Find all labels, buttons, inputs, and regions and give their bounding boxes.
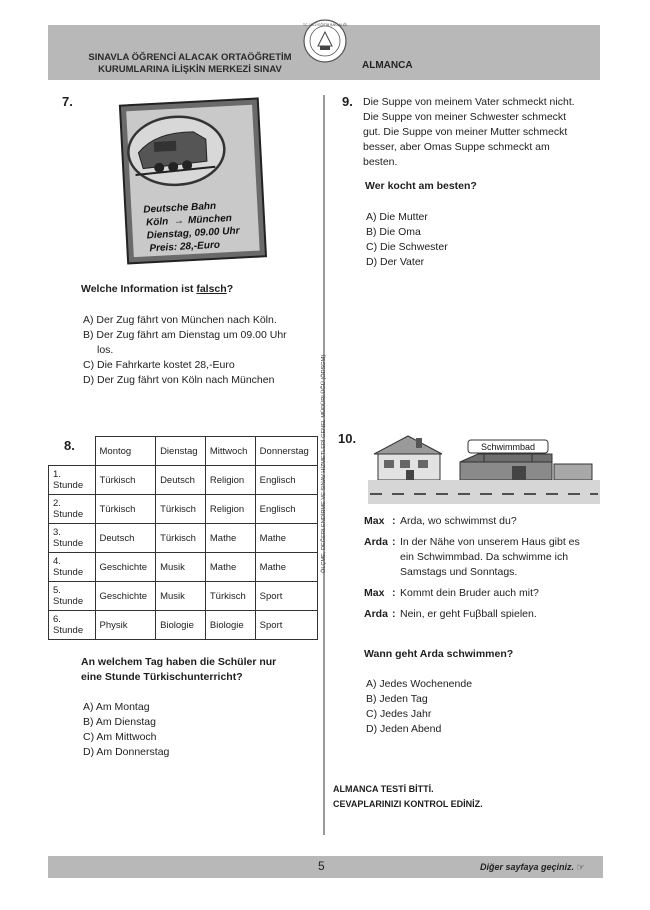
vertical-note — [318, 305, 328, 575]
table-row — [49, 553, 318, 582]
lesson-label: Stunde — [53, 538, 84, 549]
next-page-text: Diğer sayfaya geçiniz. — [480, 862, 575, 872]
lesson-label: Stunde — [53, 625, 84, 636]
q8-question — [81, 655, 276, 685]
q8-cell: Biologie — [205, 611, 255, 640]
q8-header-cell: Donnerstag — [255, 437, 317, 466]
end-note-line-2: CEVAPLARINIZI KONTROL EDİNİZ. — [333, 799, 483, 809]
dialog-line-arda-2 — [364, 607, 604, 622]
q7-option-d[interactable]: D) Der Zug fährt von Köln nach München — [83, 374, 275, 386]
q8-cell: Geschichte — [95, 553, 156, 582]
q8-cell: Türkisch — [95, 495, 156, 524]
q8-cell: Englisch — [255, 466, 317, 495]
vertical-note-text: ÖLÇME, DEĞERLENDİRME VE SINAV HİZMETLERİ GENEL MÜDÜRLÜĞÜ (ÖDSGM) — [321, 354, 327, 573]
lesson-label: Stunde — [53, 596, 84, 607]
dialog-line-max-1 — [364, 514, 604, 529]
ticket-arrow: → — [173, 215, 185, 227]
end-note — [333, 782, 483, 812]
q8-header-cell: Mittwoch — [205, 437, 255, 466]
q10-option-b[interactable]: B) Jeden Tag — [366, 693, 428, 705]
q8-cell: Türkisch — [205, 582, 255, 611]
q8-options — [83, 700, 169, 760]
speaker-name: Arda — [364, 608, 388, 620]
end-note-line-1: ALMANCA TESTİ BİTTİ. — [333, 784, 434, 794]
header-subject: ALMANCA — [362, 60, 413, 71]
q10-house-and-pool-image — [368, 432, 600, 504]
q7-option-a[interactable]: A) Der Zug fährt von München nach Köln. — [83, 314, 277, 326]
q8-cell: Religion — [205, 495, 255, 524]
dialog-text-line: ein Schwimmbad. Da schwimme ich — [400, 551, 569, 563]
dialog-text — [400, 535, 580, 580]
lesson-label: Stunde — [53, 567, 84, 578]
q9-option-b[interactable]: B) Die Oma — [366, 226, 421, 238]
q9-number: 9. — [342, 94, 353, 109]
header-exam-title — [80, 52, 300, 76]
lesson-number: 3. — [53, 527, 61, 538]
lesson-number: 2. — [53, 498, 61, 509]
lesson-number: 5. — [53, 585, 61, 596]
pool-sign-text: Schwimmbad — [480, 442, 536, 452]
q8-cell: Mathe — [255, 553, 317, 582]
q9-text — [363, 95, 603, 170]
q10-option-a[interactable]: A) Jedes Wochenende — [366, 678, 473, 690]
q9-options — [366, 210, 448, 270]
q8-cell: Sport — [255, 582, 317, 611]
q8-option-c[interactable]: C) Am Mittwoch — [83, 731, 157, 743]
q7-option-b[interactable]: B) Der Zug fährt am Dienstag um 09.00 Uhr — [83, 329, 287, 341]
q9-text-line: Die Suppe von meinem Vater schmeckt nicht. — [363, 96, 575, 108]
dialog-text: Kommt dein Bruder auch mit? — [400, 587, 539, 599]
q8-cell: Musik — [156, 582, 206, 611]
q7-option-c[interactable]: C) Die Fahrkarte kostet 28,-Euro — [83, 359, 235, 371]
table-row — [49, 611, 318, 640]
q8-option-b[interactable]: B) Am Dienstag — [83, 716, 156, 728]
header-line-1: SINAVLA ÖĞRENCİ ALACAK ORTAÖĞRETİM — [88, 52, 292, 63]
table-row — [49, 582, 318, 611]
q8-option-d[interactable]: D) Am Donnerstag — [83, 746, 170, 758]
q7-question-pre: Welche Information ist — [81, 283, 197, 295]
q8-cell: Religion — [205, 466, 255, 495]
q7-option-b-cont: los. — [97, 344, 114, 356]
ministry-emblem-icon — [302, 18, 348, 64]
q8-question-line-1: An welchem Tag haben die Schüler nur — [81, 656, 277, 668]
emblem-text: T.C. MİLLÎ EĞİTİM BAKANLIĞI — [302, 23, 348, 27]
ticket-price: Preis: 28,-Euro — [149, 239, 221, 255]
page-number: 5 — [318, 859, 325, 873]
dialog-text-line: In der Nähe von unserem Haus gibt es — [400, 536, 580, 548]
pointing-hand-icon: ☞ — [576, 862, 585, 872]
q8-cell: Musik — [156, 553, 206, 582]
dialog-text: Arda, wo schwimmst du? — [400, 515, 517, 527]
q8-cell: Mathe — [205, 524, 255, 553]
q10-question: Wann geht Arda schwimmen? — [364, 648, 514, 660]
table-row — [49, 495, 318, 524]
q8-cell: Türkisch — [156, 495, 206, 524]
q10-option-c[interactable]: C) Jedes Jahr — [366, 708, 432, 720]
q7-train-ticket-image — [112, 96, 272, 268]
q8-cell: Geschichte — [95, 582, 156, 611]
q8-cell: Sport — [255, 611, 317, 640]
lesson-label: Stunde — [53, 480, 84, 491]
dialog-text: Nein, er geht Fuβball spielen. — [400, 608, 537, 620]
q7-question-underlined: falsch — [196, 283, 227, 295]
speaker-sep: : — [392, 536, 396, 548]
ticket-to: München — [187, 212, 233, 227]
speaker-sep: : — [392, 608, 396, 620]
lesson-number: 4. — [53, 556, 61, 567]
q8-cell: Türkisch — [156, 524, 206, 553]
q9-question: Wer kocht am besten? — [365, 180, 477, 192]
q8-cell: Mathe — [255, 524, 317, 553]
q8-lesson-cell — [49, 611, 96, 640]
q9-text-line: gut. Die Suppe von meiner Mutter schmeckt — [363, 126, 568, 138]
q8-table-corner — [49, 437, 96, 466]
dialog-text-line: Samstags und Sonntags. — [400, 566, 518, 578]
q8-cell: Mathe — [205, 553, 255, 582]
lesson-number: 6. — [53, 614, 61, 625]
q8-lesson-cell — [49, 524, 96, 553]
q8-cell: Deutsch — [95, 524, 156, 553]
dialog-line-arda-1 — [364, 535, 604, 580]
q8-lesson-cell — [49, 553, 96, 582]
header-line-2: KURUMLARINA İLİŞKİN MERKEZİ SINAV — [98, 64, 282, 75]
speaker-sep: : — [392, 515, 396, 527]
q8-cell: Englisch — [255, 495, 317, 524]
ticket-from: Köln — [145, 216, 169, 229]
q8-option-a[interactable]: A) Am Montag — [83, 701, 150, 713]
q7-question — [81, 282, 233, 297]
q9-option-a[interactable]: A) Die Mutter — [366, 211, 428, 223]
q8-cell: Biologie — [156, 611, 206, 640]
q8-cell: Physik — [95, 611, 156, 640]
ticket-company: Deutsche Bahn — [143, 200, 217, 216]
q7-number: 7. — [62, 94, 73, 109]
q9-option-c[interactable]: C) Die Schwester — [366, 241, 448, 253]
q10-options — [366, 677, 472, 737]
lesson-number: 1. — [53, 469, 61, 480]
speaker-name: Max — [364, 587, 385, 599]
q10-dialog — [364, 514, 604, 622]
q8-question-line-2: eine Stunde Türkischunterricht? — [81, 671, 243, 683]
speaker-name: Arda — [364, 536, 388, 548]
lesson-label: Stunde — [53, 509, 84, 520]
q10-option-d[interactable]: D) Jeden Abend — [366, 723, 442, 735]
q8-number: 8. — [64, 438, 75, 453]
dialog-line-max-2 — [364, 586, 604, 601]
table-row — [49, 524, 318, 553]
q9-option-d[interactable]: D) Der Vater — [366, 256, 425, 268]
q9-text-line: besser, aber Omas Suppe schmeckt am — [363, 141, 550, 153]
q8-timetable — [48, 436, 318, 640]
q8-lesson-cell — [49, 466, 96, 495]
q7-options — [83, 313, 287, 388]
q10-number: 10. — [338, 431, 357, 446]
q9-text-line: besten. — [363, 156, 398, 168]
speaker-name: Max — [364, 515, 385, 527]
ticket-date: Dienstag, 09.00 Uhr — [146, 225, 240, 242]
q8-cell: Türkisch — [95, 466, 156, 495]
speaker-sep: : — [392, 587, 396, 599]
q8-lesson-cell — [49, 582, 96, 611]
q8-header-cell: Montog — [95, 437, 156, 466]
q8-cell: Deutsch — [156, 466, 206, 495]
table-row — [49, 466, 318, 495]
q9-text-line: Die Suppe von meiner Schwester schmeckt — [363, 111, 567, 123]
q8-lesson-cell — [49, 495, 96, 524]
q8-header-cell: Dienstag — [156, 437, 206, 466]
q7-question-post: ? — [226, 283, 234, 295]
next-page-note — [480, 862, 585, 873]
